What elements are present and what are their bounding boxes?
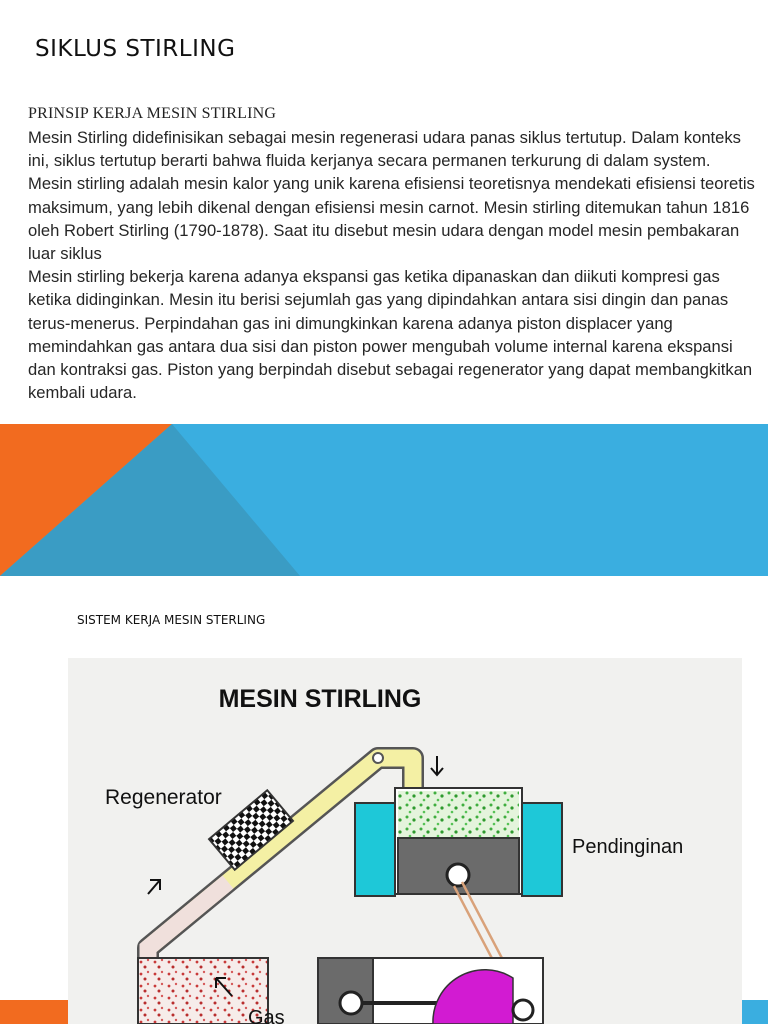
- cooling-jacket-left: [355, 803, 395, 896]
- decorative-corner-orange: [0, 1000, 68, 1024]
- section-heading: PRINSIP KERJA MESIN STIRLING: [28, 105, 277, 122]
- stirling-engine-diagram: [68, 658, 742, 1024]
- body-text: [28, 126, 758, 404]
- slide-title: SIKLUS STIRLING: [35, 36, 236, 62]
- figure-caption: SISTEM KERJA MESIN STERLING: [77, 613, 266, 627]
- pipe-joint: [373, 753, 383, 763]
- crank-pin: [513, 1000, 533, 1020]
- label-regenerator: Regenerator: [105, 786, 222, 809]
- paragraph-definition: Mesin Stirling didefinisikan sebagai mesin regenerasi udara panas siklus tertutup. Dalam konteks ini, siklus tertutup berarti bahwa fluida kerjanya secara permanen terkurung di dalam system. Mesin stirling adalah mesin kalor yang unik karena efisiensi teoretisnya mendekati efisiensi teoretis maksimum, yang lebih dikenal dengan efisiensi mesin carnot. Mesin stirling ditemukan tahun 1816 oleh Robert Stirling (1790-1878). Saat itu disebut mesin udara dengan model mesin pembakaran luar siklus: [28, 128, 755, 264]
- decorative-corner-blue: [742, 1000, 768, 1024]
- label-gas: Gas: [248, 1007, 285, 1024]
- paragraph-working-principle: Mesin stirling bekerja karena adanya ekspansi gas ketika dipanaskan dan diikuti kompresi gas ketika didinginkan. Mesin itu berisi sejumlah gas yang dipindahkan antara sisi dingin dan panas terus-menerus. Perpindahan gas ini dimungkinkan karena adanya piston displacer yang memindahkan gas antara dua sisi dan piston power mengubah volume internal karena ekspansi dan kontraksi gas. Piston yang berpindah disebut sebagai regenerator yang dapat membangkitkan kembali udara.: [28, 267, 753, 403]
- diagram-title: MESIN STIRLING: [218, 685, 422, 713]
- decorative-banner: [0, 424, 768, 576]
- displacer-pin: [340, 992, 362, 1014]
- cooling-jacket-right: [522, 803, 562, 896]
- label-cooling: Pendinginan: [572, 836, 684, 858]
- cold-gas: [398, 791, 519, 838]
- piston-pin: [447, 864, 469, 886]
